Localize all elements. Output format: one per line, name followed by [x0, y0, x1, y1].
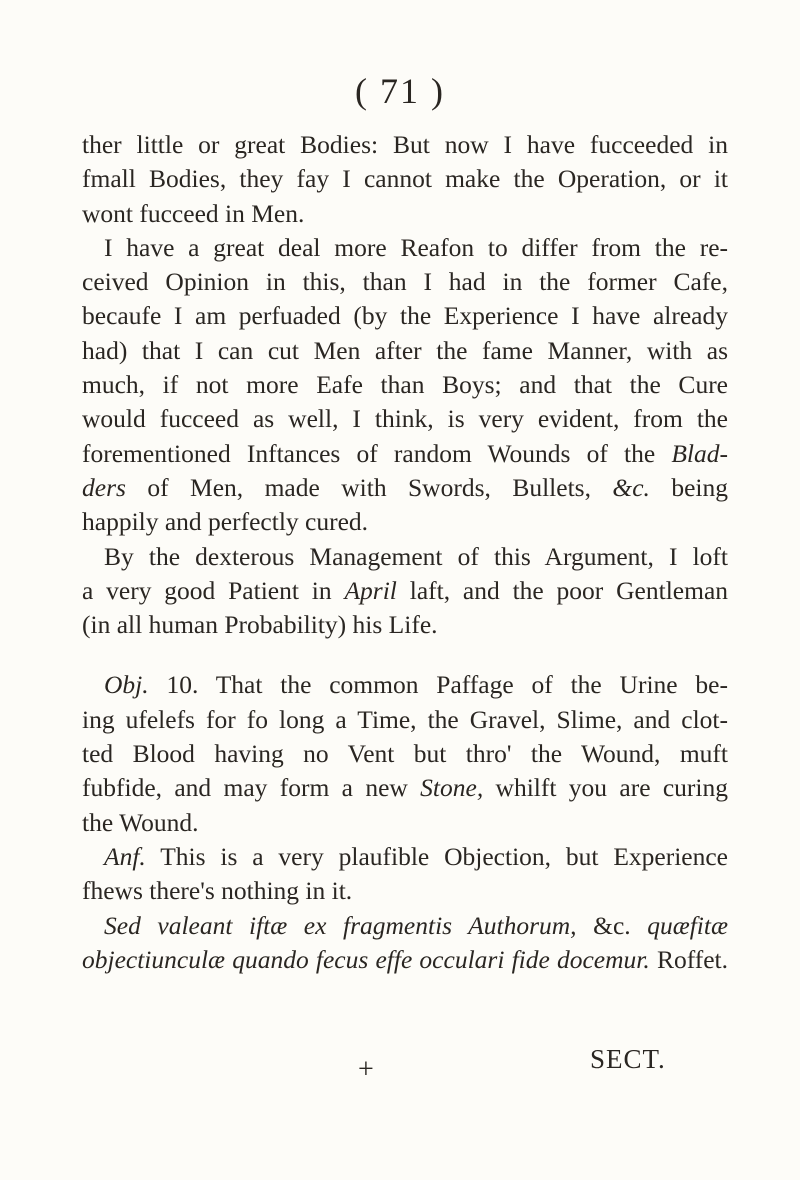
text-line: happily and perfectly cured.	[82, 507, 369, 537]
text-line: becaufe I am perfuaded (by the Experience I have already	[82, 301, 728, 331]
text-line: ther little or great Bodies: But now I have fucceeded in	[82, 130, 728, 159]
text-line: ing ufelefs for fo long a Time, the Gravel, Slime, and clot-	[82, 704, 728, 734]
text-line: ders of Men, made with Swords, Bullets, &c. being	[82, 472, 729, 502]
text-line: wont fucceed in Men.	[82, 198, 305, 228]
catchword: SECT.	[590, 1044, 666, 1074]
text-line: By the dexterous Management of this Argument, I loft	[104, 541, 728, 571]
text-line: Sed valeant iftæ ex fragmentis Authorum, &c. quæfitæ	[104, 910, 728, 940]
text-line: (in all human Probability) his Life.	[82, 610, 438, 640]
text-line: much, if not more Eafe than Boys; and that the Cure	[82, 370, 728, 400]
text-line: objectiunculæ quando fecus effe occulari fide docemur. Roffet.	[82, 944, 728, 974]
text-line: ted Blood having no Vent but thro' the Wound, muft	[82, 739, 728, 769]
text-line: ceived Opinion in this, than I had in the former Cafe,	[82, 267, 728, 297]
text-line: had) that I can cut Men after the fame Manner, with as	[82, 335, 728, 365]
text-line: forementioned Inftances of random Wounds of the Blad-	[82, 438, 728, 468]
text-line: Anf. This is a very plaufible Objection, but Experience	[104, 841, 728, 871]
text-line: fhews there's nothing in it.	[82, 876, 353, 906]
text-line: the Wound.	[82, 807, 199, 837]
text-line: Obj. 10. That the common Paffage of the Urine be-	[104, 670, 728, 700]
text-line: fubfide, and may form a new Stone, whilft you are curing	[82, 773, 729, 803]
text-line: would fucceed as well, I think, is very evident, from the	[82, 404, 728, 434]
text-line: a very good Patient in April laft, and the poor Gentleman	[82, 575, 729, 605]
text-line: I have a great deal more Reafon to differ from the re-	[104, 232, 728, 262]
page-footer	[0, 1044, 800, 1084]
body-text	[82, 128, 728, 977]
signature-mark: +	[358, 1054, 374, 1085]
paragraph-gap	[82, 642, 728, 668]
text-line: fmall Bodies, they fay I cannot make the Operation, or it	[82, 164, 728, 194]
page-number: ( 71 )	[355, 71, 445, 111]
